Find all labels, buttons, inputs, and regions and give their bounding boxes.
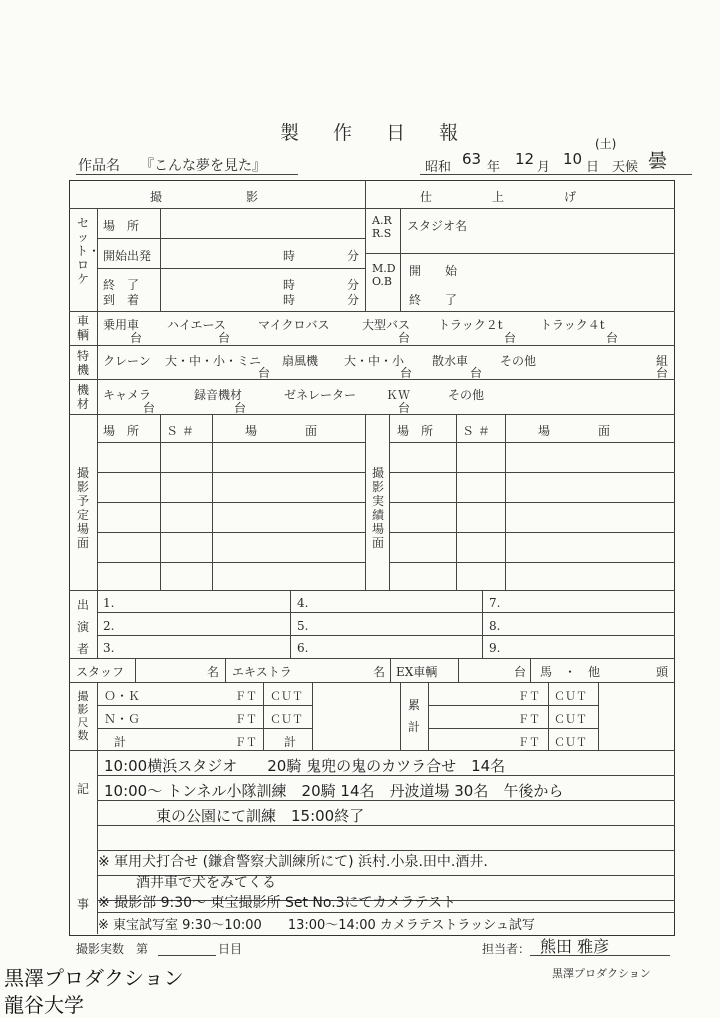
minute-label: 分 bbox=[347, 249, 360, 263]
days-label: 撮影実数 第 bbox=[76, 942, 149, 956]
sound-label: 録音機材 bbox=[194, 388, 243, 402]
equipment-label: 機材 bbox=[76, 383, 89, 411]
ng-label: Ｎ・Ｇ bbox=[104, 712, 141, 726]
work-title: 『こんな夢を見た』 bbox=[140, 158, 266, 174]
actual-scene-header: 場 面 bbox=[538, 424, 611, 438]
start-departure-label: 開始出発 bbox=[103, 249, 152, 263]
year-unit: 年 bbox=[487, 160, 501, 175]
vehicle-unit-3: 台 bbox=[398, 331, 411, 345]
fan-unit: 台 bbox=[400, 366, 413, 380]
note-line-3: 東の公園にて訓練 15:00終了 bbox=[156, 807, 365, 825]
vehicle-hiace: ハイエース bbox=[167, 318, 226, 332]
notes-label-bottom: 事 bbox=[77, 897, 90, 911]
cast-1: 1. bbox=[103, 596, 115, 610]
weather-value: 曇 bbox=[648, 150, 668, 172]
place-label: 場 所 bbox=[103, 219, 140, 233]
minute-label-3: 分 bbox=[347, 293, 360, 307]
scene-sno-header: Ｓ ＃ bbox=[166, 424, 194, 438]
ok-ft-unit: ＦＴ bbox=[235, 690, 257, 703]
note-line-2: 10:00〜 トンネル小隊訓練 20騎 14名 丹波道場 30名 午後から bbox=[104, 782, 564, 800]
vehicle-unit-4: 台 bbox=[504, 331, 517, 345]
finish-label: 終 了 bbox=[409, 293, 458, 307]
actual-sno-header: Ｓ ＃ bbox=[462, 424, 490, 438]
vehicle-truck-2t: トラック２t bbox=[438, 318, 503, 332]
start-label: 開 始 bbox=[409, 264, 458, 278]
notes-label-top: 記 bbox=[77, 782, 90, 796]
ng-cut-unit: ＣＵＴ bbox=[270, 713, 303, 726]
work-label: 作品名 bbox=[78, 158, 120, 174]
end-label: 終 了 bbox=[103, 278, 140, 292]
staff-unit: 名 bbox=[207, 665, 220, 679]
crane-sizes: 大・中・小・ミニ bbox=[165, 354, 262, 368]
vehicle-microbus: マイクロバス bbox=[258, 318, 330, 332]
day-unit: 日 bbox=[586, 160, 600, 175]
extra-unit: 名 bbox=[373, 665, 386, 679]
fan-sizes: 大・中・小 bbox=[344, 354, 405, 368]
planned-scenes-label: 撮影予定場面 bbox=[76, 466, 89, 550]
cast-label: 出演者 bbox=[76, 598, 89, 656]
cast-4: 4. bbox=[297, 596, 309, 610]
total-ft-unit: ＦＴ bbox=[235, 736, 257, 749]
special-other-label: その他 bbox=[500, 354, 537, 368]
total-label: 計 bbox=[114, 735, 127, 749]
equipment-other-label: その他 bbox=[448, 388, 485, 402]
note-line-5: 酒井車で犬をみてくる bbox=[136, 875, 276, 891]
set-location-label: セット・ロケ bbox=[76, 216, 101, 286]
day-value: 10 bbox=[563, 150, 583, 168]
ok-label: Ｏ・Ｋ bbox=[104, 689, 141, 703]
year-value: 63 bbox=[462, 150, 482, 168]
vehicle-large-bus: 大型バス bbox=[362, 318, 411, 332]
footage-label: 撮影尺数 bbox=[77, 690, 89, 742]
cumulative-label: 累計 bbox=[407, 698, 420, 734]
weekday-value: (土) bbox=[595, 137, 617, 151]
ok-cut-unit: ＣＵＴ bbox=[270, 690, 303, 703]
cum-ng-ft: ＦＴ bbox=[518, 713, 540, 726]
ex-vehicle-label: EX車輌 bbox=[396, 665, 438, 679]
sound-unit: 台 bbox=[234, 401, 247, 415]
extra-label: エキストラ bbox=[232, 665, 292, 679]
era-label: 昭和 bbox=[425, 160, 452, 175]
fan-label: 扇風機 bbox=[282, 354, 319, 368]
vehicle-unit: 台 bbox=[130, 331, 143, 345]
special-unit: 台 bbox=[656, 366, 669, 380]
cast-7: 7. bbox=[489, 596, 501, 610]
watermark-line-1: 黒澤プロダクション bbox=[4, 966, 184, 990]
head-unit: 頭 bbox=[656, 665, 669, 679]
weather-label: 天候 bbox=[612, 160, 639, 175]
cast-2: 2. bbox=[103, 619, 115, 633]
cast-9: 9. bbox=[489, 641, 501, 655]
watermark-line-2: 龍谷大学 bbox=[4, 993, 84, 1017]
ar-rs-label: A.R R.S bbox=[372, 214, 392, 240]
arrival-label: 到 着 bbox=[103, 293, 140, 307]
vehicle-sedan: 乗用車 bbox=[103, 318, 140, 332]
person-label: 担当者： bbox=[482, 942, 531, 956]
kw-label: ＫＷ bbox=[386, 388, 411, 402]
camera-label: キャメラ bbox=[103, 388, 152, 402]
hour-label: 時 bbox=[283, 249, 296, 263]
vehicles-label: 車輌 bbox=[76, 314, 89, 342]
shooting-header: 撮 影 bbox=[150, 190, 259, 204]
page-title: 製 作 日 報 bbox=[280, 122, 473, 144]
horse-label: 馬 ・ 他 bbox=[540, 665, 601, 679]
sprinkler-unit: 台 bbox=[470, 366, 483, 380]
cum-ok-ft: ＦＴ bbox=[518, 690, 540, 703]
cast-6: 6. bbox=[297, 641, 309, 655]
generator-label: ゼネレーター bbox=[284, 388, 357, 402]
cum-ng-cut: ＣＵＴ bbox=[554, 713, 587, 726]
scene-place-header: 場 所 bbox=[103, 424, 140, 438]
days-unit: 日目 bbox=[218, 942, 243, 956]
sprinkler-label: 散水車 bbox=[432, 354, 469, 368]
person-name: 熊田 雅彦 bbox=[540, 937, 610, 956]
special-label: 特機 bbox=[76, 349, 89, 377]
company-name: 黒澤プロダクション bbox=[552, 967, 651, 980]
crane-label: クレーン bbox=[103, 354, 151, 368]
cum-total-cut: ＣＵＴ bbox=[554, 736, 587, 749]
cast-3: 3. bbox=[103, 641, 115, 655]
total-cut-label: 計 bbox=[284, 735, 297, 749]
scene-header: 場 面 bbox=[245, 424, 318, 438]
ng-ft-unit: ＦＴ bbox=[235, 713, 257, 726]
vehicle-unit-2: 台 bbox=[218, 331, 231, 345]
month-value: 12 bbox=[515, 150, 535, 168]
month-unit: 月 bbox=[537, 160, 551, 175]
vehicle-unit-5: 台 bbox=[606, 331, 619, 345]
note-line-6: ※ 撮影部 9:30〜 東宝撮影所 Set No.3にてカメラテスト bbox=[98, 895, 456, 911]
cast-8: 8. bbox=[489, 619, 501, 633]
cum-ok-cut: ＣＵＴ bbox=[554, 690, 587, 703]
note-line-1: 10:00横浜スタジオ 20騎 鬼兜の鬼のカツラ合せ 14名 bbox=[104, 757, 506, 775]
finishing-header: 仕 上 げ bbox=[420, 190, 577, 204]
vehicle-truck-4t: トラック４t bbox=[540, 318, 605, 332]
crane-unit: 台 bbox=[258, 366, 271, 380]
actual-scenes-label: 撮影実績場面 bbox=[371, 466, 384, 550]
cast-5: 5. bbox=[297, 619, 309, 633]
md-ob-label: M.D O.B bbox=[372, 262, 396, 288]
note-line-4: ※ 軍用犬打合せ (鎌倉警察犬訓練所にて) 浜村.小泉.田中.酒井. bbox=[98, 854, 488, 870]
staff-label: スタッフ bbox=[76, 665, 125, 679]
ex-vehicle-unit: 台 bbox=[514, 665, 527, 679]
camera-unit: 台 bbox=[143, 401, 156, 415]
minute-label-2: 分 bbox=[347, 278, 360, 292]
special-set-unit: 組 bbox=[656, 354, 669, 368]
studio-name-label: スタジオ名 bbox=[407, 219, 468, 233]
hour-label-3: 時 bbox=[283, 293, 296, 307]
note-line-7: ※ 東宝試写室 9:30〜10:00 13:00〜14:00 カメラテストラッシュ試写 bbox=[98, 918, 535, 933]
hour-label-2: 時 bbox=[283, 278, 296, 292]
cum-total-ft: ＦＴ bbox=[518, 736, 540, 749]
actual-place-header: 場 所 bbox=[397, 424, 434, 438]
kw-unit: 台 bbox=[398, 401, 411, 415]
